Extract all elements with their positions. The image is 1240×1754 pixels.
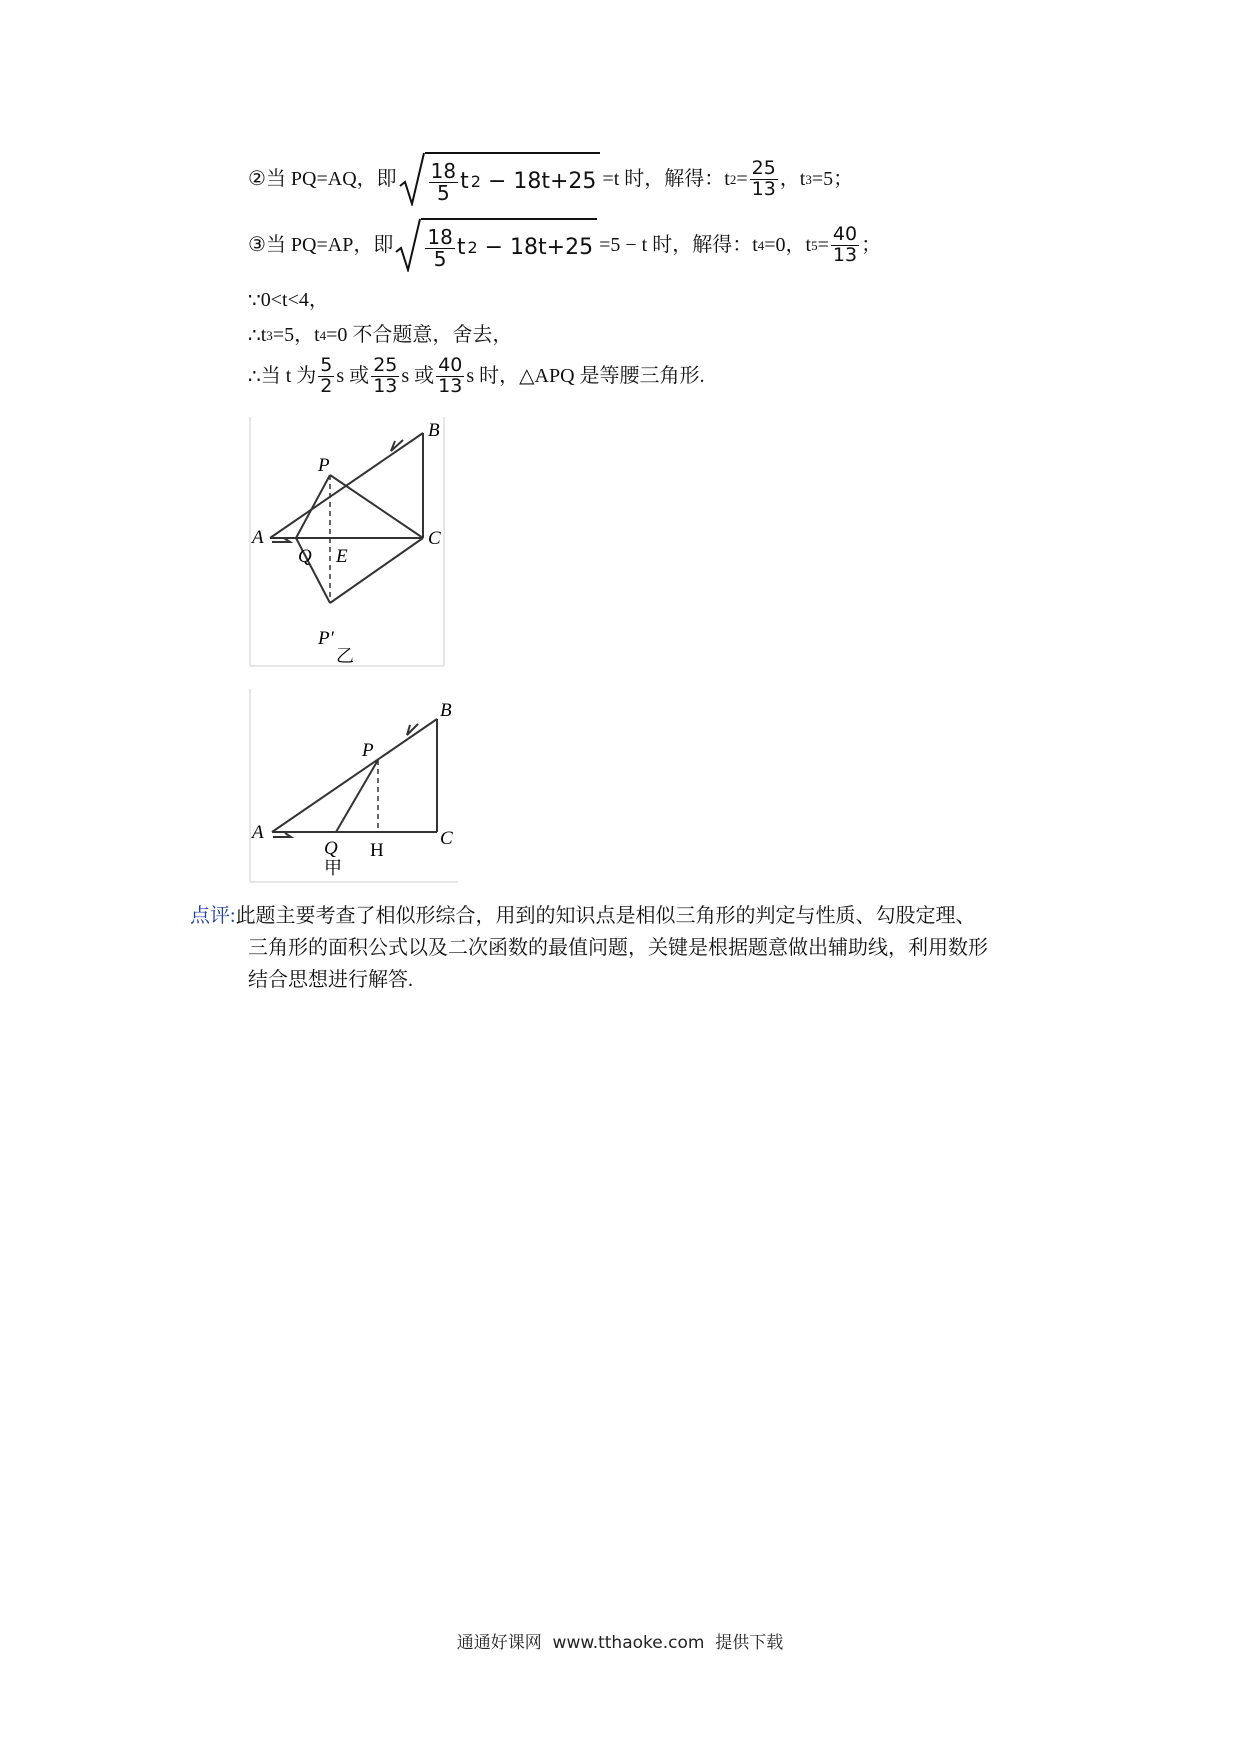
frac1-num: 5 bbox=[320, 354, 333, 376]
comment-line-1: 此题主要考查了相似形综合，用到的知识点是相似三角形的判定与性质、勾股定理、 bbox=[235, 905, 976, 927]
therefore1-mid: =5，t bbox=[272, 324, 320, 346]
case3-mid: =0，t bbox=[764, 234, 812, 256]
page-footer: 通通好课网 www.tthaoke.com 提供下载 bbox=[456, 1633, 784, 1653]
figure-yi bbox=[248, 416, 448, 673]
case3-tail: ； bbox=[861, 234, 882, 256]
therefore-symbol: ∴ bbox=[248, 364, 261, 389]
case2-sqrt bbox=[399, 152, 601, 206]
case3-after: =5 − t 时，解得：t bbox=[599, 234, 758, 256]
case3-prefix: 当 PQ=AP，即 bbox=[265, 234, 394, 256]
because-line bbox=[248, 290, 329, 310]
label-a: A bbox=[252, 527, 264, 548]
case3-rad-rest: − 18t+25 bbox=[477, 235, 594, 260]
case3-frac bbox=[831, 222, 859, 266]
therefore2-tail: s 时，△APQ 是等腰三角形. bbox=[466, 365, 705, 388]
label-p: P bbox=[318, 455, 330, 476]
therefore1-sub2: 4 bbox=[319, 327, 327, 343]
label-p-prime: P′ bbox=[318, 628, 334, 649]
case3-sub1: 4 bbox=[757, 237, 765, 253]
therefore-line-1 bbox=[248, 325, 512, 345]
therefore1-sub1: 3 bbox=[266, 327, 273, 343]
case3-sqrt bbox=[395, 218, 597, 272]
therefore-line-2 bbox=[248, 356, 705, 397]
because-text: 0<t<4， bbox=[260, 289, 329, 311]
label-h: H bbox=[370, 840, 384, 861]
case2-rad-rest: − 18t+25 bbox=[480, 169, 597, 194]
case2-sep: ，t bbox=[779, 168, 806, 190]
comment-line-3: 结合思想进行解答. bbox=[248, 969, 413, 991]
therefore2-frac3 bbox=[436, 356, 464, 397]
case3-frac-num: 40 bbox=[832, 222, 858, 245]
label-q: Q bbox=[298, 546, 312, 567]
case2-line bbox=[248, 152, 853, 206]
label-c: C bbox=[428, 528, 441, 549]
case3-rad-frac bbox=[425, 224, 454, 271]
therefore2-u2: s 或 bbox=[401, 365, 435, 388]
case2-frac bbox=[750, 156, 778, 200]
therefore1-tail: =0 不合题意，舍去， bbox=[326, 324, 513, 346]
frac2-den: 13 bbox=[373, 374, 398, 397]
case2-marker: ② bbox=[248, 168, 266, 190]
figure-yi-diagram bbox=[248, 416, 448, 668]
frac2-num: 25 bbox=[373, 354, 398, 376]
label-b: B bbox=[440, 700, 452, 721]
case3-marker: ③ bbox=[248, 234, 266, 256]
case3-frac-den: 13 bbox=[832, 243, 858, 266]
therefore2-u1: s 或 bbox=[336, 365, 370, 388]
case2-after: =t 时，解得：t bbox=[602, 168, 730, 190]
case2-rad-num: 18 bbox=[430, 158, 457, 183]
comment-tag: 点评: bbox=[190, 905, 236, 927]
comment-line-2: 三角形的面积公式以及二次函数的最值问题，关键是根据题意做出辅助线，利用数形 bbox=[248, 937, 988, 959]
case3-rad-num: 18 bbox=[427, 224, 453, 249]
case2-sub1: 2 bbox=[729, 171, 737, 187]
label-q: Q bbox=[324, 838, 338, 859]
case2-frac-num: 25 bbox=[751, 156, 776, 179]
label-b: B bbox=[428, 420, 440, 441]
case3-radicand bbox=[421, 218, 597, 272]
case2-tail: =5； bbox=[811, 168, 854, 190]
case3-line bbox=[248, 218, 881, 272]
label-e: E bbox=[336, 546, 348, 567]
case3-rad-den: 5 bbox=[433, 246, 447, 271]
frac3-den: 13 bbox=[438, 374, 463, 397]
therefore1-t: t bbox=[260, 324, 267, 346]
case3-eq2: = bbox=[817, 234, 829, 256]
case2-eq1: = bbox=[736, 168, 748, 190]
case3-sub2: 5 bbox=[811, 237, 818, 253]
case3-rad-exp: 2 bbox=[467, 238, 478, 257]
frac1-den: 2 bbox=[320, 374, 333, 397]
figure-jia-diagram bbox=[248, 688, 460, 884]
radical-sign-icon bbox=[399, 152, 425, 206]
case2-radicand bbox=[425, 152, 601, 206]
therefore2-frac1 bbox=[318, 356, 334, 397]
case2-prefix: 当 PQ=AQ，即 bbox=[265, 168, 397, 190]
comment-section bbox=[190, 900, 1070, 996]
label-c: C bbox=[440, 828, 453, 849]
case2-rad-den: 5 bbox=[437, 180, 450, 205]
figure-jia bbox=[248, 688, 460, 889]
figure-yi-caption: 乙 bbox=[336, 646, 354, 667]
case2-rad-frac bbox=[429, 158, 458, 205]
therefore2-prefix: 当 t 为 bbox=[260, 365, 317, 388]
case2-sub2: 3 bbox=[805, 171, 812, 187]
radical-sign-icon bbox=[395, 218, 421, 272]
figure-jia-caption: 甲 bbox=[324, 858, 342, 879]
label-p: P bbox=[362, 740, 374, 761]
case2-frac-den: 13 bbox=[751, 177, 776, 200]
therefore-symbol: ∴ bbox=[248, 323, 261, 347]
case2-rad-exp: 2 bbox=[470, 172, 481, 191]
case2-rad-t: t bbox=[460, 169, 469, 194]
frac3-num: 40 bbox=[438, 354, 463, 376]
label-a: A bbox=[252, 822, 264, 843]
therefore2-frac2 bbox=[371, 356, 399, 397]
because-symbol: ∵ bbox=[248, 288, 261, 312]
case3-rad-t: t bbox=[456, 235, 466, 260]
